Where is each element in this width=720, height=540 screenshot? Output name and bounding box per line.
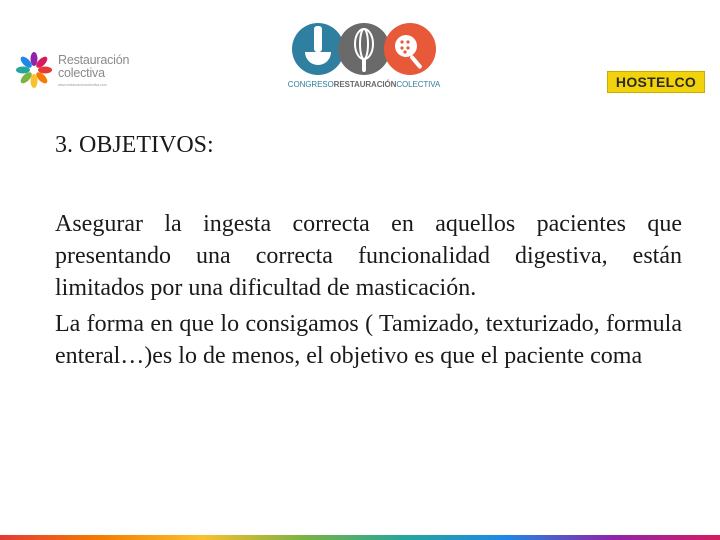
congreso-logo <box>276 20 452 92</box>
objectives-body <box>55 208 682 376</box>
flower-petal <box>31 52 38 66</box>
congreso-name <box>276 80 452 89</box>
flower-petal <box>16 67 30 74</box>
section-heading: 3. OBJETIVOS: <box>55 132 214 158</box>
congreso-part1: CONGRESO <box>287 80 334 89</box>
congreso-part2: RESTAURACIÓN <box>333 80 397 89</box>
paragraph-1: Asegurar la ingesta correcta en aquellos pacientes que presentando una correcta funcionalidad digestiva, están limitados por una dificultad de masticación. <box>55 211 682 301</box>
congreso-part3: COLECTIVA <box>396 80 441 89</box>
logo-tagline: www.restauracioncolectiva.com <box>58 83 107 87</box>
restauracion-colectiva-logo <box>10 46 130 96</box>
paragraph-2: La forma en que lo consigamos ( Tamizado, texturizado, formula enteral…)es lo de menos, el objetivo es que el paciente coma <box>55 311 682 369</box>
flower-center <box>31 67 37 73</box>
logo-brand-line2: colectiva <box>58 66 105 80</box>
ladle-icon <box>292 23 344 75</box>
hostelco-logo: HOSTELCO <box>607 71 705 93</box>
flower-petal <box>38 67 52 74</box>
logo-brand-line1: Restauración <box>58 53 130 67</box>
flower-logo-icon <box>12 48 56 92</box>
whisk-icon <box>338 23 390 75</box>
congreso-icons <box>288 20 440 78</box>
bottom-color-stripe <box>0 535 720 540</box>
skimmer-icon <box>384 23 436 75</box>
logo-brand-name <box>58 54 129 80</box>
flower-petal <box>31 74 38 88</box>
